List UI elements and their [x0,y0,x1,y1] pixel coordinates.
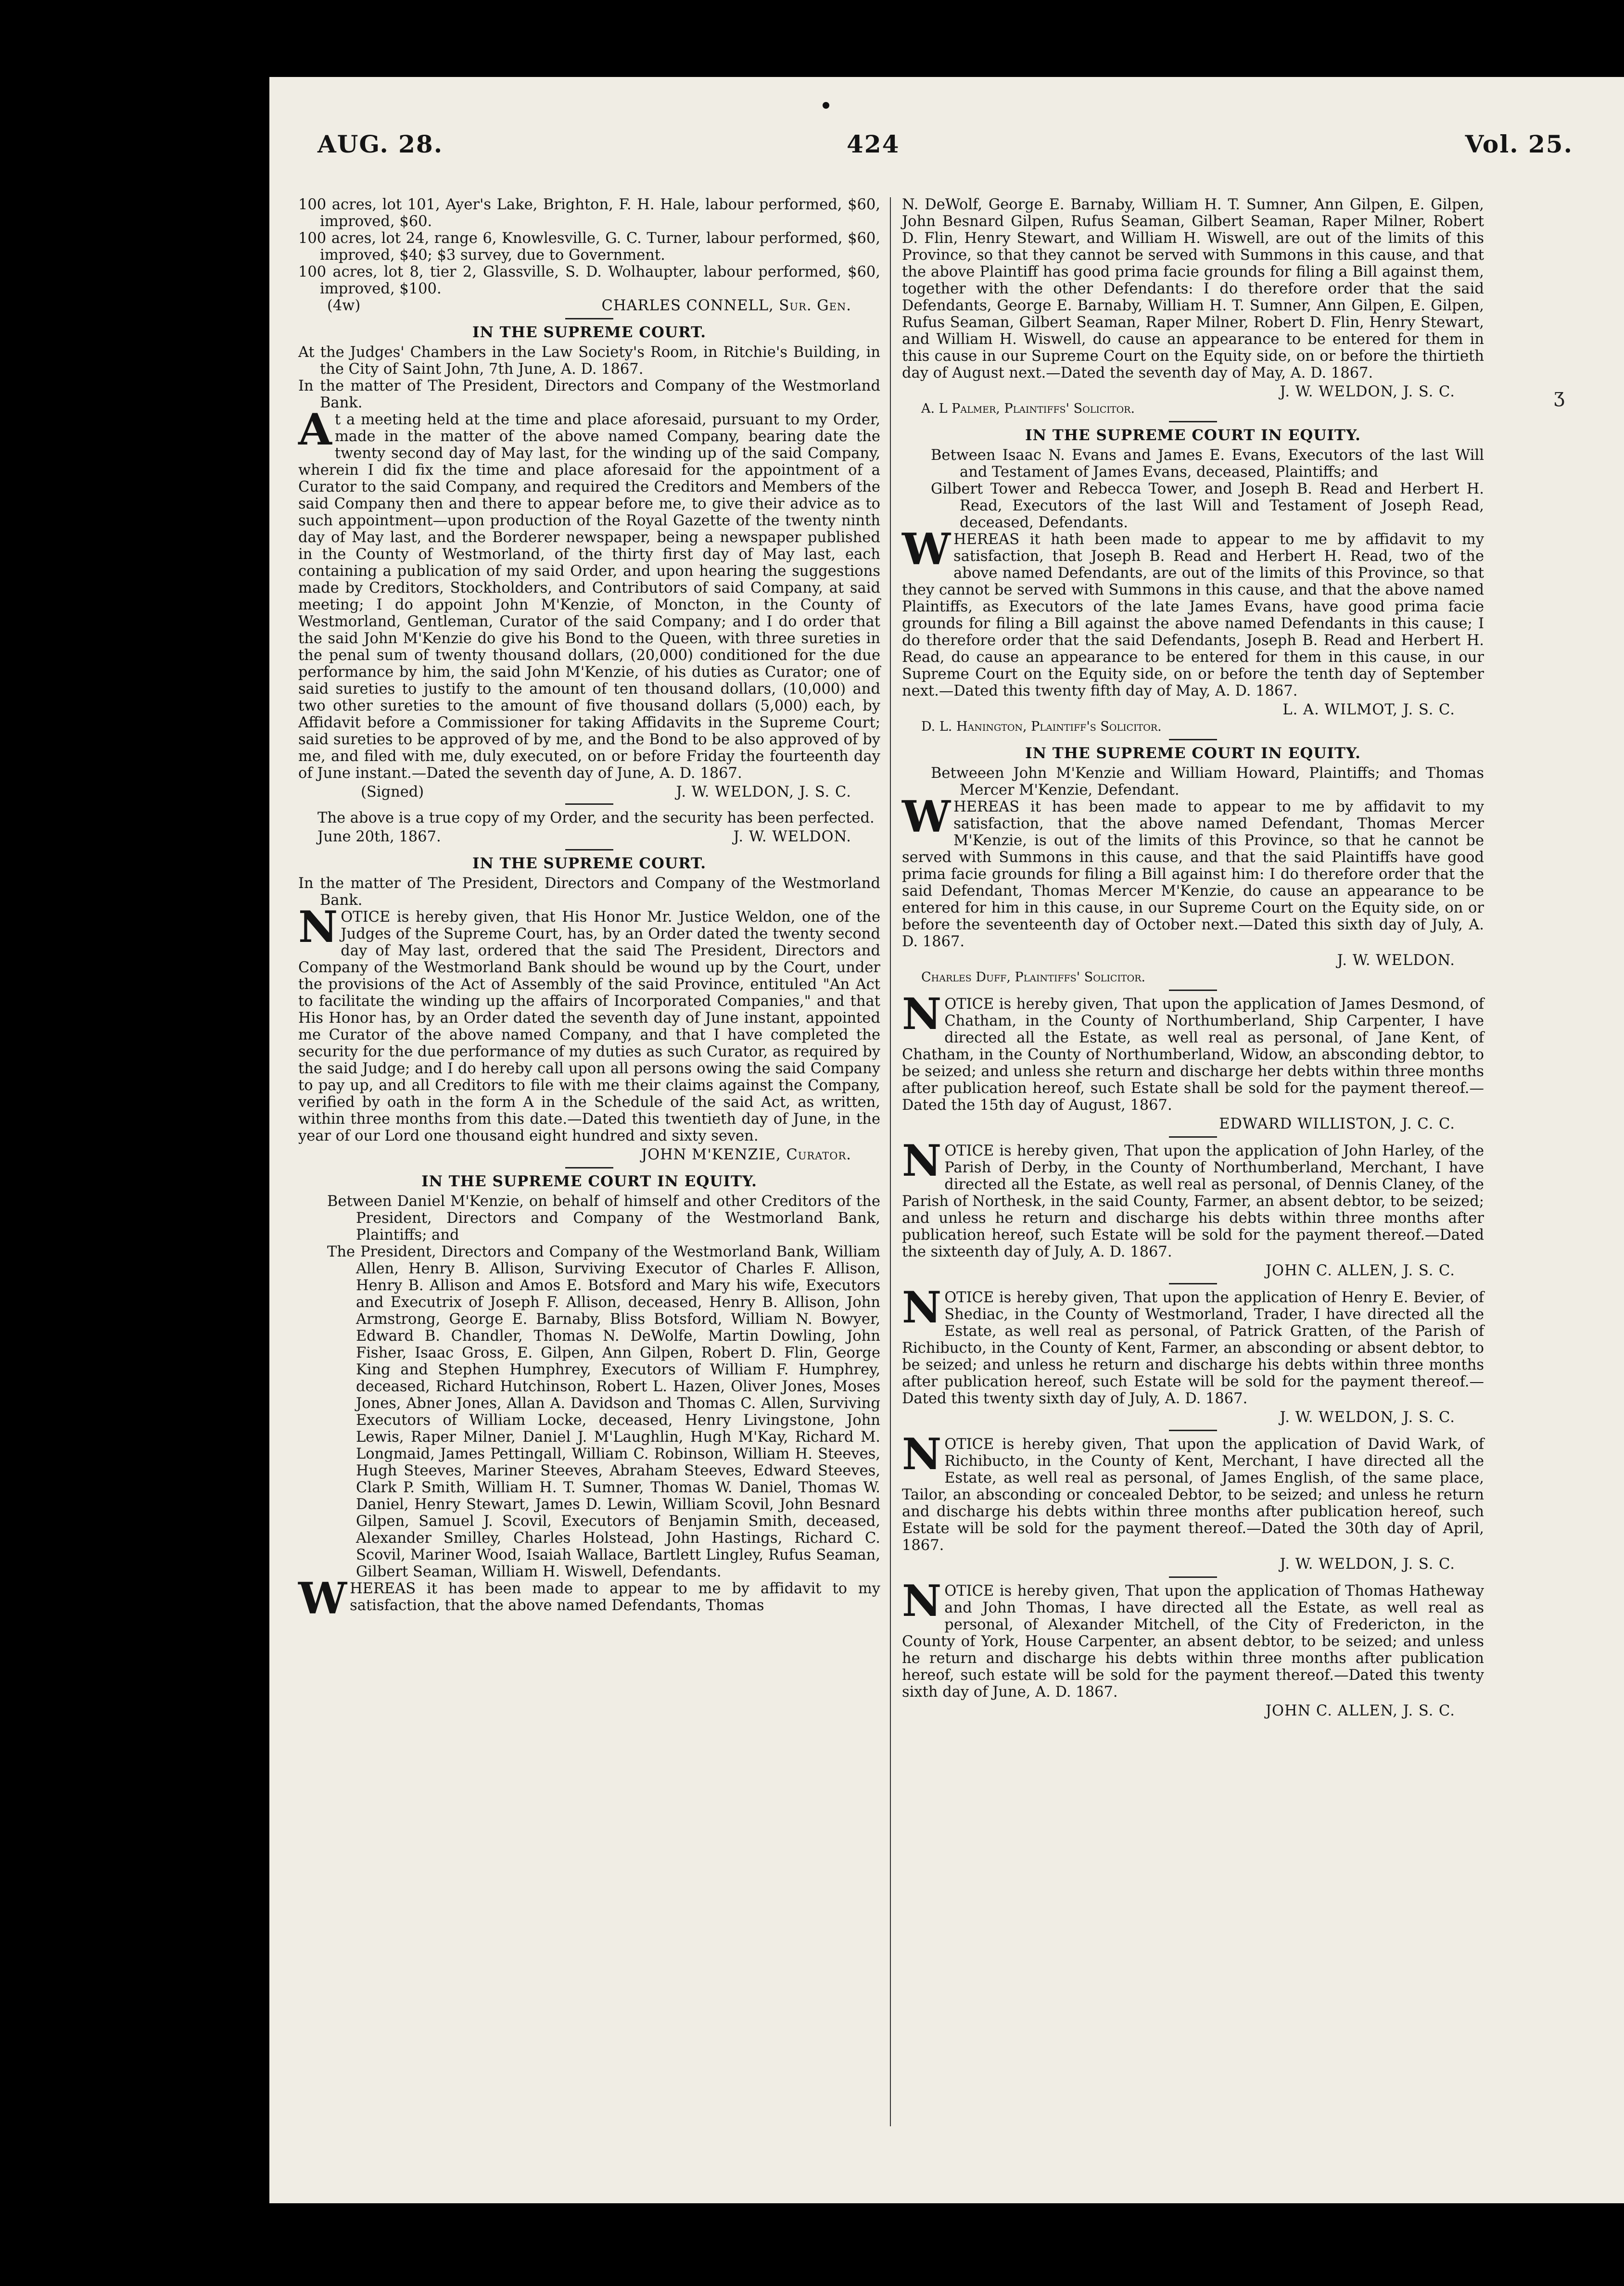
section-rule [1169,739,1217,740]
margin-mark: ʒ [1554,385,1565,407]
section-rule [1169,421,1217,422]
signature: EDWARD WILLISTON, J. C. C. [1219,1116,1455,1132]
signature: J. W. WELDON, J. S. C. [1280,1556,1455,1573]
column-rule [890,197,891,2126]
notice-bevier [902,1282,1484,1426]
notice-wark [902,1429,1484,1573]
notice-body: NOTICE is hereby given, that His Honor Mr. Justice Weldon, one of the Judges of the Supreme Court, has, by an Order dated the twenty second day of May last, ordered that the said The President, Directors and Company of the Westmorland Bank should be wound up by the Court, under the provisions of the Act of Assembly of the said Province, entituled "An Act to facilitate the winding up the affairs of Incorporated Companies," and that His Honor has, by an Order dated the seventh day of June instant, appointed me Curator of the above named Company, and that I have completed the security for the due performance of my duties as such Curator, as required by the said Judge; and I do hereby call upon all persons owing the said Company to pay up, and all Creditors to file with me their claims against the Company, verified by oath in the form A in the Schedule of the said Act, as written, within three months from this date.—Dated this twentieth day of June, in the year of our Lord one thousand eight hundred and sixty seven. [298,902,880,1144]
notice-body: NOTICE is hereby given, That upon the application of Thomas Hatheway and John Thomas, I have directed all the Estate, as well real as personal, of Alexander Mitchell, of the City of Fredericton, in the County of York, House Carpenter, an absent debtor, to be seized; and unless he return and discharge his debts within three months after publication hereof, such estate will be sold for the payment thereof.—Dated this twenty sixth day of June, A. D. 1867. [902,1575,1484,1701]
notice-curator-appointment [298,324,880,845]
notice-body: NOTICE is hereby given, That upon the application of John Harley, of the Parish of Derby, in the County of Northumberland, Merchant, I have directed all the Estate, as well real as personal, of Dennis Claney, of the Parish of Northesk, in the said County, Farmer, an absent debtor, to be seized; and unless he return and discharge his debts within three months after publication hereof, such Estate will be sold for the payment thereof.—Dated the sixteenth day of July, A. D. 1867. [902,1135,1484,1260]
ink-speck [823,102,829,109]
left-column [298,196,880,1624]
notice-between: Between Daniel M'Kenzie, on behalf of himself and other Creditors of the President, Directors and Company of the Westmorland Bank, Plaintiffs; and [327,1193,880,1244]
signature-line [298,784,880,800]
land-lots-notice [298,196,880,314]
copy-date: June 20th, 1867. [317,828,441,845]
notice-between: Betweeen John M'Kenzie and William Howard, Plaintiffs; and Thomas Mercer M'Kenzie, Defendant. [931,765,1484,799]
solicitor: D. L. Hanington, Plaintiff's Solicitor. [921,719,1162,734]
signature: JOHN C. ALLEN, J. S. C. [1265,1262,1455,1279]
page-number: 424 [847,130,900,158]
notice-equity-continued [902,196,1484,417]
notice-body: NOTICE is hereby given, That upon the application of James Desmond, of Chatham, in the County of Northumberland, Ship Carpenter, I have directed all the Estate, as well real as personal, of Jane Kent, of Chatham, in the County of Northumberland, Widow, an absconding debtor, to be seized; and unless she return and discharge her debts within three months after publication hereof, such Estate shall be sold for the payment thereof.—Dated the 15th day of August, 1867. [902,989,1484,1114]
notice-venue: At the Judges' Chambers in the Law Society's Room, in Ritchie's Building, in the City of Saint John, 7th June, A. D. 1867. [298,344,880,378]
solicitor: Charles Duff, Plaintiffs' Solicitor. [921,970,1146,985]
right-column [902,196,1484,1723]
notice-copy-statement: The above is a true copy of my Order, and the security has been perfected. [317,810,875,826]
signature: JOHN M'KENZIE, Curator. [641,1146,851,1163]
notice-heading: IN THE SUPREME COURT IN EQUITY. [1025,427,1361,444]
signature-line [298,828,880,845]
issue-date: AUG. 28. [317,130,444,158]
signature: J. W. WELDON, J. S. C. [676,784,851,800]
notice-hatheway [902,1575,1484,1719]
section-rule [1169,1283,1217,1284]
section-rule [1169,990,1217,991]
lot-entry: 100 acres, lot 101, Ayer's Lake, Brighton, F. H. Hale, labour performed, $60, improved, $60. [298,196,880,230]
lot-entry: 100 acres, lot 8, tier 2, Glassville, S. D. Wolhaupter, labour performed, $60, improved, $100. [298,264,880,297]
notice-matter: In the matter of The President, Directors and Company of the Westmorland Bank. [298,378,880,411]
notice-heading: IN THE SUPREME COURT. [472,324,707,341]
notice-body: WHEREAS it has been made to appear to me by affidavit to my satisfaction, that the above named Defendant, Thomas Mercer M'Kenzie, is out of the limits of this Province, so that he cannot be served with Summons in this cause, and that the said Plaintiffs have good prima facie grounds for filing a Bill against him: I do therefore order that the said Defendant, Thomas Mercer M'Kenzie, do cause an appearance to be entered for him in this cause, in our Supreme Court on the Equity side, on or before the seventeenth day of October next.—Dated this sixth day of July, A. D. 1867. [902,791,1484,950]
signature: J. W. WELDON, J. S. C. [1280,383,1455,400]
signature: J. W. WELDON. [1337,952,1455,969]
notice-desmond [902,989,1484,1132]
section-rule [565,1167,613,1168]
notice-body: WHEREAS it hath been made to appear to me by affidavit to my satisfaction, that Joseph B. Read and Herbert H. Read, two of the above named Defendants, are out of the limits of this Province, so that they cannot be served with Summons in this cause, and that the above named Plaintiffs, as Executors of the late James Evans, have good prima facie grounds for filing a Bill against the above named Defendants in this cause; I do therefore order that the said Defendants, Joseph B. Read and Herbert H. Read, do cause an appearance to be entered for them in this cause, in our Supreme Court on the Equity side, on or before the tenth day of September next.—Dated this twenty fifth day of May, A. D. 1867. [902,524,1484,699]
signature: CHARLES CONNELL, Sur. Gen. [601,297,851,314]
gazette-page [269,77,1624,2203]
section-rule [1169,1576,1217,1578]
notice-equity-mkenzie-howard [902,745,1484,986]
notice-equity-mkenzie [298,1173,880,1624]
volume-number: Vol. 25. [1465,130,1573,158]
section-rule [565,318,613,319]
signature: J. W. WELDON. [733,828,851,845]
notice-heading: IN THE SUPREME COURT. [472,855,707,872]
notice-between: Between Isaac N. Evans and James E. Evans, Executors of the last Will and Testament of James Evans, deceased, Plaintiffs; and [931,447,1484,481]
signed-label: (Signed) [361,784,424,800]
lot-entry: 100 acres, lot 24, range 6, Knowlesville, G. C. Turner, labour performed, $60, improved, $40; $3 survey, due to Government. [298,230,880,264]
section-rule [1169,1136,1217,1138]
notice-body: WHEREAS it has been made to appear to me by affidavit to my satisfaction, that the above named Defendants, Thomas [298,1573,880,1624]
notice-parties: Gilbert Tower and Rebecca Tower, and Joseph B. Read and Herbert H. Read, Executors of the last Will and Testament of Joseph Read, deceased, Defendants. [931,481,1484,531]
notice-body-continued: N. DeWolf, George E. Barnaby, William H. T. Sumner, Ann Gilpen, E. Gilpen, John Besnard Gilpen, Rufus Seaman, Gilbert Seaman, Raper Milner, Robert D. Flin, Henry Stewart, and William H. Wiswell, are out of the limits of this Province, so that they cannot be served with Summons in this cause, and that the above Plaintiff has good prima facie grounds for filing a Bill against them, together with the other Defendants: I do therefore order that the said Defendants, George E. Barnaby, William H. T. Sumner, Ann Gilpen, E. Gilpen, Rufus Seaman, Gilbert Seaman, Raper Milner, Robert D. Flin, Henry Stewart, and William H. Wiswell, do cause an appearance to be entered for them in this cause in our Supreme Court on the Equity side, on or before the thirtieth day of August next.—Dated the seventh day of May, A. D. 1867. [902,196,1484,381]
section-rule [1169,1430,1217,1431]
section-rule [565,803,613,805]
notice-harley [902,1135,1484,1279]
notice-heading: IN THE SUPREME COURT IN EQUITY. [421,1173,757,1190]
insertion-code: (4w) [327,297,361,314]
notice-heading: IN THE SUPREME COURT IN EQUITY. [1025,745,1361,762]
notice-body: NOTICE is hereby given, That upon the application of Henry E. Bevier, of Shediac, in the County of Westmorland, Trader, I have directed all the Estate, as well real as personal, of Patrick Gratten, of the Parish of Richibucto, in the County of Kent, Farmer, an absconding or absent debtor, to be seized; and unless he return and discharge his debts within three months after publication hereof, such Estate will be sold for the payment thereof.—Dated this twenty sixth day of July, A. D. 1867. [902,1282,1484,1407]
section-rule [565,849,613,851]
notice-parties: The President, Directors and Company of the Westmorland Bank, William Allen, Henry B. Allison, Surviving Executor of Charles F. Allison, Henry B. Allison and Amos E. Botsford and Mary his wife, Executors and Executrix of Joseph F. Allison, deceased, Henry B. Allison, John Armstrong, George E. Barnaby, Bliss Botsford, William N. Bowyer, Edward B. Chandler, Thomas N. DeWolfe, Martin Dowling, John Fisher, Isaac Gross, E. Gilpen, Ann Gilpen, Robert D. Flin, George King and Stephen Humphrey, Executors of William F. Humphrey, deceased, Richard Hutchinson, Robert L. Hazen, Oliver Jones, Moses Jones, Abner Jones, Allan A. Davidson and Thomas C. Allen, Surviving Executors of William Locke, deceased, Henry Livingstone, John Lewis, Raper Milner, Daniel J. M'Laughlin, Hugh M'Kay, Richard M. Longmaid, James Pettingall, William C. Robinson, William H. Steeves, Hugh Steeves, Mariner Steeves, Abraham Steeves, Edward Steeves, Clark P. Smith, William H. T. Sumner, Thomas W. Daniel, Thomas W. Daniel, Henry Stewart, James D. Lewin, William Scovil, John Besnard Gilpen, Samuel J. Scovil, Executors of Benjamin Smith, deceased, Alexander Smilley, Charles Holstead, John Hastings, Richard C. Scovil, Mariner Wood, Isaiah Wallace, Bartlett Lingley, Rufus Seaman, Gilbert Seaman, William H. Wiswell, Defendants. [327,1244,880,1580]
notice-matter: In the matter of The President, Directors and Company of the Westmorland Bank. [298,875,880,909]
notice-wound-up [298,855,880,1163]
lots-signature-line [298,297,880,314]
signature: L. A. WILMOT, J. S. C. [1282,701,1455,718]
solicitor: A. L Palmer, Plaintiffs' Solicitor. [921,401,1135,416]
signature: JOHN C. ALLEN, J. S. C. [1265,1702,1455,1719]
notice-equity-evans [902,427,1484,735]
page-header [289,130,1587,173]
notice-body: NOTICE is hereby given, That upon the application of David Wark, of Richibucto, in the County of Kent, Merchant, I have directed all the Estate, as well real as personal, of James English, of the same place, Tailor, an absconding or concealed Debtor, to be seized; and unless he return and discharge his debts within three months after publication hereof, such Estate will be sold for the payment thereof.—Dated the 30th day of April, 1867. [902,1429,1484,1554]
notice-body: At a meeting held at the time and place aforesaid, pursuant to my Order, made in the matter of the above named Company, bearing date the twenty second day of May last, for the winding up of the said Company, wherein I did fix the time and place aforesaid for the appointment of a Curator to the said Company, and required the Creditors and Members of the said Company then and there to appear before me, to give their advice as to such appointment—upon production of the Royal Gazette of the twenty ninth day of May last, and the Borderer newspaper, being a newspaper published in the County of Westmorland, of the thirty first day of May last, each containing a publication of my said Order, and upon hearing the suggestions made by Creditors, Stockholders, and Contributors of said Company, at said meeting; I do appoint John M'Kenzie, of Moncton, in the County of Westmorland, Gentleman, Curator of the said Company; and I do order that the said John M'Kenzie do give his Bond to the Queen, with three sureties in the penal sum of twenty thousand dollars, (20,000) conditioned for the due performance by him, the said John M'Kenzie, of his duties as Curator; one of said sureties to justify to the amount of ten thousand dollars, (10,000) and two other sureties to the amount of five thousand dollars (5,000) each, by Affidavit before a Commissioner for taking Affidavits in the Supreme Court; said sureties to be approved of by me, and the Bond to be also approved of by me, and filed with me, duly executed, on or before Friday the fourteenth day of June instant.—Dated the seventh day of June, A. D. 1867. [298,404,880,782]
signature: J. W. WELDON, J. S. C. [1280,1409,1455,1426]
